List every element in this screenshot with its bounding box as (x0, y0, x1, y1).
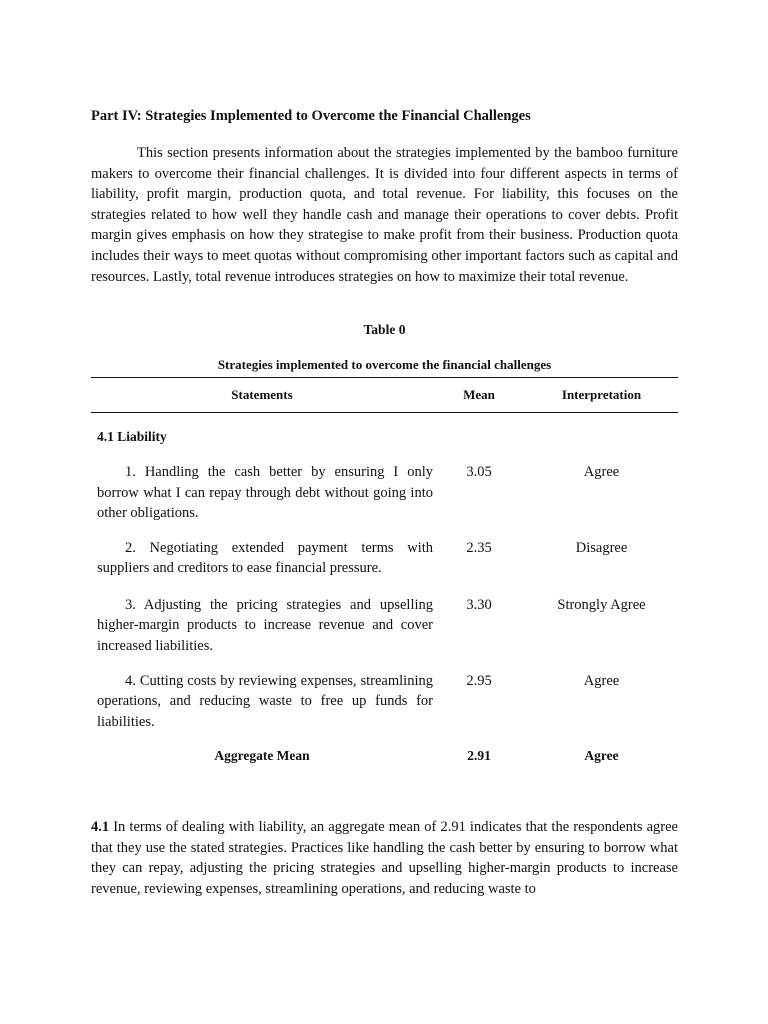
header-mean: Mean (433, 378, 525, 413)
table-row (91, 581, 678, 657)
aggregate-label: Aggregate Mean (214, 747, 310, 763)
interpretation-cell: Agree (583, 672, 620, 689)
interpretation-cell: Agree (583, 464, 620, 480)
statement-cell: 3. Adjusting the pricing strategies and upselling higher-margin products to increase revenue and cover increased liabilities. (97, 596, 433, 654)
strategies-table (91, 377, 678, 766)
statement-cell: 1. Handling the cash better by ensuring I only borrow what I can repay through debt without going into other obligations. (97, 464, 433, 522)
discussion-paragraph (91, 817, 678, 899)
intro-paragraph: This section presents information about the strategies implemented by the bamboo furniture makers to overcome their financial challenges. It is divided into four different aspects in terms of liability, profit margin, production quota, and total revenue. For liability, this focuses on the strategies related to how well they handle cash and manage their operations to cover debts. Profit margin gives emphasis on how they strategise to make profit from their business. Production quota includes their ways to meet quotas without compromising other important factors such as capital and resources. Lastly, total revenue introduces strategies on how to maximize their total revenue. (91, 145, 678, 285)
mean-cell: 3.30 (466, 596, 492, 613)
discussion-text: In terms of dealing with liability, an aggregate mean of 2.91 indicates that the respondents agree that they use the stated strategies. Practices like handling the cash better by ensuring to borrow what they can repay, adjusting the pricing strategies and upselling higher-margin products to increase revenue, reviewing expenses, streamlining operations, and reducing waste to (91, 819, 678, 897)
mean-cell: 2.95 (466, 672, 492, 689)
mean-cell: 3.05 (466, 464, 492, 480)
table-title: Strategies implemented to overcome the financial challenges (217, 357, 552, 372)
header-interpretation: Interpretation (525, 378, 678, 413)
aggregate-interpretation: Agree (584, 747, 619, 763)
statement-cell: 4. Cutting costs by reviewing expenses, streamlining operations, and reducing waste to free up funds for liabilities. (97, 672, 433, 730)
table-row (91, 451, 678, 524)
table-header-row (91, 378, 678, 413)
table-row (91, 524, 678, 581)
table-number: Table 0 (363, 322, 406, 337)
interpretation-cell: Disagree (575, 539, 628, 556)
section-heading: Part IV: Strategies Implemented to Overcome the Financial Challenges (91, 108, 531, 124)
section-row (91, 413, 678, 452)
section-label: 4.1 Liability (97, 429, 167, 444)
aggregate-row (91, 733, 678, 767)
mean-cell: 2.35 (466, 539, 492, 556)
table-row (91, 657, 678, 733)
aggregate-mean: 2.91 (467, 747, 491, 763)
statement-cell: 2. Negotiating extended payment terms with suppliers and creditors to ease financial pressure. (97, 539, 433, 577)
interpretation-cell: Strongly Agree (557, 596, 646, 613)
header-statements: Statements (91, 378, 433, 413)
discussion-label: 4.1 (91, 819, 110, 835)
